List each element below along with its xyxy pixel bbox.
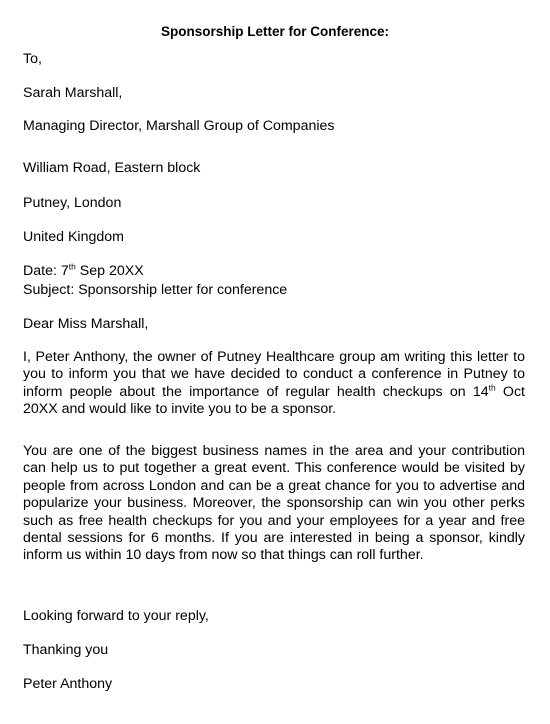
salutation: Dear Miss Marshall,	[23, 316, 149, 332]
body-paragraph-2: You are one of the biggest business names in the area and your contribution can help us to put together a great event. This conference would be visited by people from across London and can be a great chance for you to advertise and popularize your business. Moreover, the sponsorship can win you other perks such as free health checkups for you and your employees for a year and free dental sessions for 6 months. If you are interested in being a sponsor, kindly inform us within 10 days from now so that things can roll further.	[23, 443, 525, 564]
address-line-1: William Road, Eastern block	[23, 160, 201, 176]
date-line	[23, 263, 144, 280]
signature-name: Peter Anthony	[23, 676, 113, 692]
date-ordinal: th	[68, 261, 76, 272]
date-prefix: Date: 7	[23, 263, 69, 279]
body-paragraph-1	[23, 349, 525, 419]
thanks-line: Thanking you	[23, 642, 109, 658]
recipient-title: Managing Director, Marshall Group of Companies	[23, 118, 335, 134]
letter-title: Sponsorship Letter for Conference:	[160, 24, 390, 39]
recipient-name: Sarah Marshall,	[23, 85, 123, 101]
para1-ordinal: th	[488, 382, 496, 393]
para1-text-a: I, Peter Anthony, the owner of Putney Healthcare group am writing this letter to you to inform you that we have decided to conduct a conference in Putney to inform people about the importance of regular health checkups on 14	[23, 349, 525, 400]
closing-line: Looking forward to your reply,	[23, 608, 209, 624]
to-line: To,	[23, 51, 42, 67]
address-line-3: United Kingdom	[23, 229, 124, 245]
para1-text-b: Oct 20XX and would like to invite you to be a sponsor.	[23, 383, 525, 418]
subject-line: Subject: Sponsorship letter for conference	[23, 282, 288, 298]
date-suffix: Sep 20XX	[75, 263, 144, 279]
address-line-2: Putney, London	[23, 195, 122, 211]
